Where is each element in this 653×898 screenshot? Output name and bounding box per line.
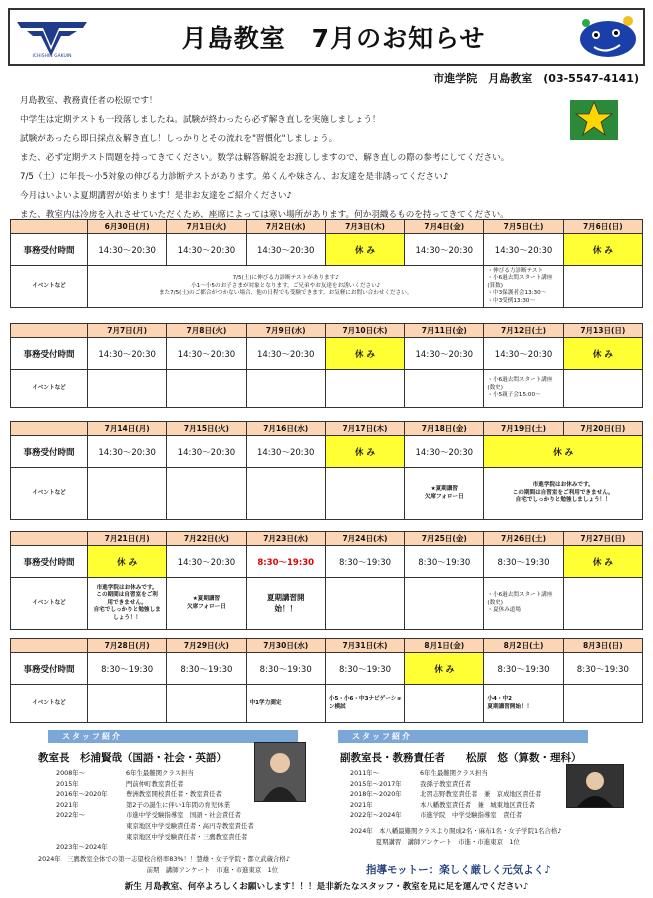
event-cell [325,685,404,723]
intro-line: 中学生は定期テストも一段落しましたね。試験が終わったら必ず解き直しを実施しましょう！ [20,115,381,125]
events-label: イベントなど [11,468,88,520]
hours-cell: 14:30〜20:30 [88,234,167,266]
event-text: ・小5親子会15:00〜 [487,392,541,399]
event-text: 中1学力測定 [249,699,282,706]
staff-photo-right-icon [566,764,624,808]
event-cell [405,370,484,408]
events-row [11,685,643,723]
event-cell [88,468,167,520]
event-cell [88,578,167,630]
event-text: 小5・小6・中3ナビゲーショ [328,695,402,702]
date-cell: 7月30日(水) [246,639,325,653]
event-text: ・小6過去問スタート講座 [487,377,553,384]
events-row [11,578,643,630]
date-cell: 7月2日(水) [246,220,325,234]
event-cell [167,578,246,630]
achievement-line: 前期 講師アンケート 市進・市進東京 1位 [38,865,279,874]
staff-history-right [350,768,541,821]
date-cell: 7月25日(金) [405,532,484,546]
history-row [56,789,254,800]
events-row [11,370,643,408]
events-label: イベントなど [11,578,88,630]
date-cell: 7月22日(火) [167,532,246,546]
history-text: 6年生最難関クラス担当 [126,769,194,777]
hours-label: 事務受付時間 [11,436,88,468]
event-text: ・夏休み道場 [487,607,521,614]
event-text: 欠席フォロー日 [424,493,464,500]
hours-cell: 14:30〜20:30 [246,436,325,468]
hours-row [11,653,643,685]
event-text: 始！！ [274,603,297,613]
date-row [11,220,643,234]
date-cell: 7月23日(水) [246,532,325,546]
week-table-1 [10,219,643,308]
history-text: 我孫子教室責任者 [420,779,472,788]
date-cell: 7月15日(火) [167,422,246,436]
date-cell: 6月30日(月) [88,220,167,234]
star-mascot-icon [568,96,620,142]
history-year: 2023年〜2024年 [56,843,108,852]
date-cell: 7月28日(月) [88,639,167,653]
date-cell: 7月31日(木) [325,639,404,653]
history-text: 市進学院 中学受験指導室 責任者 [420,811,523,820]
date-cell: 8月2日(土) [484,639,563,653]
events-label: イベントなど [11,370,88,408]
event-cell [484,370,563,408]
date-cell: 7月14日(月) [88,422,167,436]
event-text: ★夏期講習 [192,595,221,602]
hours-cell: 14:30〜20:30 [167,338,246,370]
history-text: 市進中学受験指導室 国語・社会責任者 [126,811,242,820]
history-row [350,800,541,811]
svg-text:ICHISHIN GAKUIN: ICHISHIN GAKUIN [32,54,72,58]
intro-line: 今月はいよいよ夏期講習が始まります！是非お友達をご紹介ください♪ [20,191,292,201]
events-label: イベントなど [11,685,88,723]
hours-label: 事務受付時間 [11,546,88,578]
events-row [11,468,643,520]
corner-cell [11,324,88,338]
date-cell: 8月3日(日) [563,639,642,653]
date-row [11,324,643,338]
history-row [56,821,254,832]
hours-cell: 8:30〜19:30 [325,546,404,578]
corner-cell [11,532,88,546]
history-year: 2016年〜2020年 [56,790,108,799]
staff-achievement-right [350,826,561,847]
history-year [56,832,126,843]
history-year: 2008年〜 [56,769,86,777]
hours-row [11,338,643,370]
intro-line: また、教室内は冷房を入れさせていただくため、座席によっては寒い場所があります。何か羽織るものを持ってきてください。 [20,210,509,220]
hours-cell: 8:30〜19:30 [405,546,484,578]
history-text: 第2子の誕生に伴い1年間の育児休業 [126,800,230,809]
event-cell [484,266,563,308]
corner-cell [11,422,88,436]
event-cell [325,468,404,520]
closed-cell: 休 み [405,653,484,685]
history-text: 北習志野教室責任者 兼 京成地区責任者 [420,790,542,799]
event-cell [88,370,167,408]
date-cell: 7月18日(金) [405,422,484,436]
date-cell: 7月12日(土) [484,324,563,338]
hours-label: 事務受付時間 [11,338,88,370]
hours-cell: 14:30〜20:30 [246,234,325,266]
intro-line: 7/5（土）に年長〜小5対象の伸びる力診断テストがあります。弟くんや妹さん、お友達を是非誘ってください♪ [20,172,449,182]
event-text: ・小6過去問スタート講座 [487,592,553,599]
hours-cell: 14:30〜20:30 [405,234,484,266]
event-cell [563,266,642,308]
events-label: イベントなど [11,266,88,308]
date-cell: 7月11日(金) [405,324,484,338]
event-cell [88,266,484,308]
page-title: 月島教室 7月のお知らせ [181,24,486,53]
event-text: ・小6過去問スタート講座 [487,275,553,282]
event-text: この期間は自習室をご利 [96,592,158,599]
hours-cell: 14:30〜20:30 [405,436,484,468]
closed-cell: 休 み [325,234,404,266]
closed-cell: 休 み [88,546,167,578]
header-box [8,8,645,66]
event-text: 小1〜小5のお子さまが対象となります。ご兄弟やお友達をお誘いください♪ [191,282,381,289]
event-text: (数史) [487,384,503,391]
hours-cell: 14:30〜20:30 [405,338,484,370]
event-cell [167,468,246,520]
hours-cell-highlight: 8:30〜19:30 [246,546,325,578]
hours-cell: 14:30〜20:30 [167,436,246,468]
teaching-motto: 指導モットー：楽しく厳しく元気よく♪ [366,864,551,876]
date-cell: 7月4日(金) [405,220,484,234]
event-text: 小4・中2 [487,695,512,702]
event-text: 夏期講習開 [266,593,305,603]
date-cell: 7月3日(木) [325,220,404,234]
history-row [56,779,254,790]
event-cell [167,685,246,723]
history-year: 2015年 [56,779,79,788]
hours-cell: 8:30〜19:30 [484,546,563,578]
history-text: 6年生最難関クラス担当 [420,769,488,777]
hours-cell: 8:30〜19:30 [167,653,246,685]
event-cell [484,468,643,520]
event-text: また7/5(土)のご都合がつかない場合、他の日程でも受験できます。お気軽にお問い合わせください。 [158,290,413,297]
hours-cell: 8:30〜19:30 [325,653,404,685]
history-text: 門前仲町教室責任者 [126,779,184,788]
event-text: 7/5(土)に伸びる力診断テストがあります♪ [232,275,339,282]
hours-cell: 8:30〜19:30 [88,653,167,685]
date-cell: 8月1日(金) [405,639,484,653]
intro-message [20,92,580,225]
date-cell: 7月21日(月) [88,532,167,546]
hours-row [11,546,643,578]
date-cell: 7月5日(土) [484,220,563,234]
school-logo-icon [10,10,94,64]
event-text: 夏期講習開始！！ [487,703,533,710]
history-text: 本八幡教室責任者 兼 城東地区責任者 [420,800,536,809]
staff-achievement-left [38,854,290,875]
history-year: 2018年〜2020年 [350,790,402,799]
date-cell: 7月17日(木) [325,422,404,436]
hours-label: 事務受付時間 [11,653,88,685]
closed-cell: 休 み [484,436,643,468]
event-cell [246,578,325,630]
week-table-2 [10,323,643,408]
date-row [11,532,643,546]
hours-cell: 14:30〜20:30 [88,338,167,370]
date-cell: 7月13日(日) [563,324,642,338]
event-text: ★夏期講習 [430,485,458,492]
date-cell: 7月16日(水) [246,422,325,436]
event-text: 市進学院はお休みです。 [532,482,594,489]
event-cell [246,468,325,520]
hours-cell: 14:30〜20:30 [167,546,246,578]
history-text: 豊洲教室開校責任者・教室責任者 [126,790,222,799]
corner-cell [11,639,88,653]
event-cell [167,370,246,408]
history-row [350,779,541,790]
event-text: ・中3受例13:30〜 [487,297,536,304]
history-row [56,832,254,843]
event-cell [563,370,642,408]
event-cell [563,685,642,723]
week-table-4 [10,531,643,630]
staff-intro-bar: スタッフ紹介 [48,730,298,743]
hours-cell: 8:30〜19:30 [246,653,325,685]
closed-cell: 休 み [325,338,404,370]
event-text: ン模試 [328,703,346,710]
history-year: 2011年〜 [350,769,380,777]
history-row [56,768,254,779]
history-year [56,821,126,832]
events-row [11,266,643,308]
week-table-3 [10,421,643,520]
event-cell [405,685,484,723]
hours-row [11,234,643,266]
intro-line: 月島教室、教務責任者の松原です！ [20,96,158,106]
date-cell: 7月24日(木) [325,532,404,546]
event-text: 市進学院はお休みです。 [96,584,158,591]
event-text: 自宅でしっかりと勉強しましょう！！ [515,497,611,504]
date-cell: 7月26日(土) [484,532,563,546]
event-cell [325,578,404,630]
history-year: 2022年〜 [56,811,86,820]
date-cell: 7月20日(日) [563,422,642,436]
event-text: しょう！！ [113,614,142,621]
event-cell [405,468,484,520]
week-table-5 [10,638,643,723]
staff-name-right: 副教室長・教務責任者 松原 悠（算数・理科） [340,752,582,764]
hours-row [11,436,643,468]
history-row [350,789,541,800]
achievement-line: 夏期講習 講師アンケート 市進・市進東京 1位 [350,837,520,846]
history-row [56,842,254,853]
corner-cell [11,220,88,234]
staff-photo-left-icon [254,742,306,802]
history-row [350,810,541,821]
date-cell: 7月19日(土) [484,422,563,436]
date-row [11,639,643,653]
mascot-illustration-icon [573,10,643,64]
history-year: 2021年 [56,800,79,809]
closed-cell: 休 み [563,546,642,578]
event-cell [246,370,325,408]
intro-line: また、必ず定期テスト問題を持ってきてください。数学は解答解説をお渡ししますので、解き直しの際の参考にしてください。 [20,153,510,163]
event-cell [484,578,563,630]
hours-cell: 14:30〜20:30 [88,436,167,468]
date-cell: 7月9日(水) [246,324,325,338]
event-text: (数史) [487,599,503,606]
hours-label: 事務受付時間 [11,234,88,266]
event-text: 用できません。 [107,599,147,606]
date-cell: 7月10日(木) [325,324,404,338]
staff-intro-bar: スタッフ紹介 [338,730,588,743]
history-row [56,800,254,811]
date-cell: 7月8日(火) [167,324,246,338]
achievement-line: 2024年 三鷹教室全体での第一志望校合格率83%！！慧雄・女子学院・都立武蔵合格♪ [38,855,290,863]
staff-history-left [56,768,254,853]
staff-name-left: 教室長 杉浦賢哉（国語・社会・英語） [38,752,227,764]
event-cell [405,578,484,630]
event-cell [246,685,325,723]
hours-cell: 14:30〜20:30 [167,234,246,266]
closed-cell: 休 み [325,436,404,468]
hours-cell: 14:30〜20:30 [246,338,325,370]
date-cell: 7月6日(日) [563,220,642,234]
history-year: 2022年〜2024年 [350,811,402,820]
footer-message: 新生 月島教室、何卒よろしくお願いします！！！是非新たなスタッフ・教室を見に足を運んでください♪ [124,882,529,892]
event-text: ・中3保護者会13:30〜 [487,290,547,297]
date-cell: 7月7日(月) [88,324,167,338]
hours-cell: 14:30〜20:30 [484,234,563,266]
event-text: ・伸びる力診断テスト [487,267,544,274]
history-year: 2021年 [350,800,373,809]
hours-cell: 14:30〜20:30 [484,338,563,370]
history-row [350,768,541,779]
date-cell: 7月1日(火) [167,220,246,234]
event-cell [563,578,642,630]
date-row [11,422,643,436]
hours-cell: 8:30〜19:30 [563,653,642,685]
history-text: 東京地区中学受験責任者・三鷹教室責任者 [126,832,248,841]
event-text: 自宅でしっかりと勉強しま [93,607,161,614]
event-cell [484,685,563,723]
history-year: 2015年〜2017年 [350,779,402,788]
closed-cell: 休 み [563,234,642,266]
event-cell [88,685,167,723]
hours-cell: 8:30〜19:30 [484,653,563,685]
event-cell [325,370,404,408]
history-text: 東京地区中学受験責任者・高円寺教室責任者 [126,821,254,830]
date-cell: 7月29日(火) [167,639,246,653]
school-contact: 市進学院 月島教室 (03-5547-4141) [433,72,639,85]
history-row [56,810,254,821]
event-text: 欠席フォロー日 [186,603,226,610]
closed-cell: 休 み [563,338,642,370]
event-text: この期間は自習室をご利用できません。 [512,489,614,496]
intro-line: 試験があったら即日採点＆解き直し！しっかりとその流れを"習慣化"しましょう。 [20,134,338,144]
event-text: (算数) [487,282,503,289]
achievement-line: 2024年 本八幡最難関クラスより開成2名・麻布1名・女子学院1名合格♪ [350,827,562,835]
date-cell: 7月27日(日) [563,532,642,546]
